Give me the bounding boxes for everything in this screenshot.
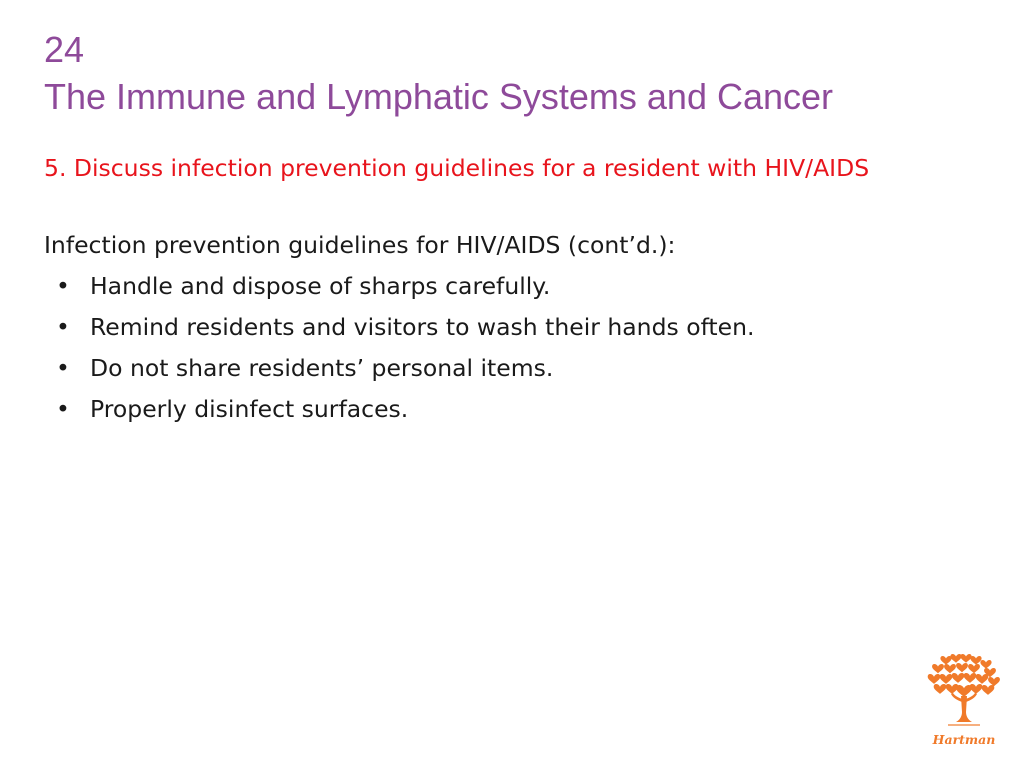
list-item xyxy=(56,270,996,311)
bullet-icon: • xyxy=(56,395,70,423)
guidelines-list xyxy=(56,270,996,434)
slide-title xyxy=(44,26,1004,120)
guidelines-intro: Infection prevention guidelines for HIV/AIDS (cont’d.): xyxy=(44,231,676,259)
list-item xyxy=(56,311,996,352)
learning-objective: 5. Discuss infection prevention guidelines for a resident with HIV/AIDS xyxy=(44,154,870,182)
chapter-title: The Immune and Lymphatic Systems and Cancer xyxy=(44,76,834,117)
list-item xyxy=(56,393,996,434)
list-item xyxy=(56,352,996,393)
bullet-icon: • xyxy=(56,313,70,341)
chapter-number: 24 xyxy=(44,29,85,70)
hartman-logo xyxy=(924,652,1004,756)
bullet-icon: • xyxy=(56,354,70,382)
bullet-text: Handle and dispose of sharps carefully. xyxy=(90,272,551,300)
heart-tree-icon xyxy=(924,652,1004,732)
bullet-icon: • xyxy=(56,272,70,300)
bullet-text: Do not share residents’ personal items. xyxy=(90,354,554,382)
bullet-text: Properly disinfect surfaces. xyxy=(90,395,409,423)
logo-text: Hartman xyxy=(932,732,996,747)
bullet-text: Remind residents and visitors to wash their hands often. xyxy=(90,313,755,341)
